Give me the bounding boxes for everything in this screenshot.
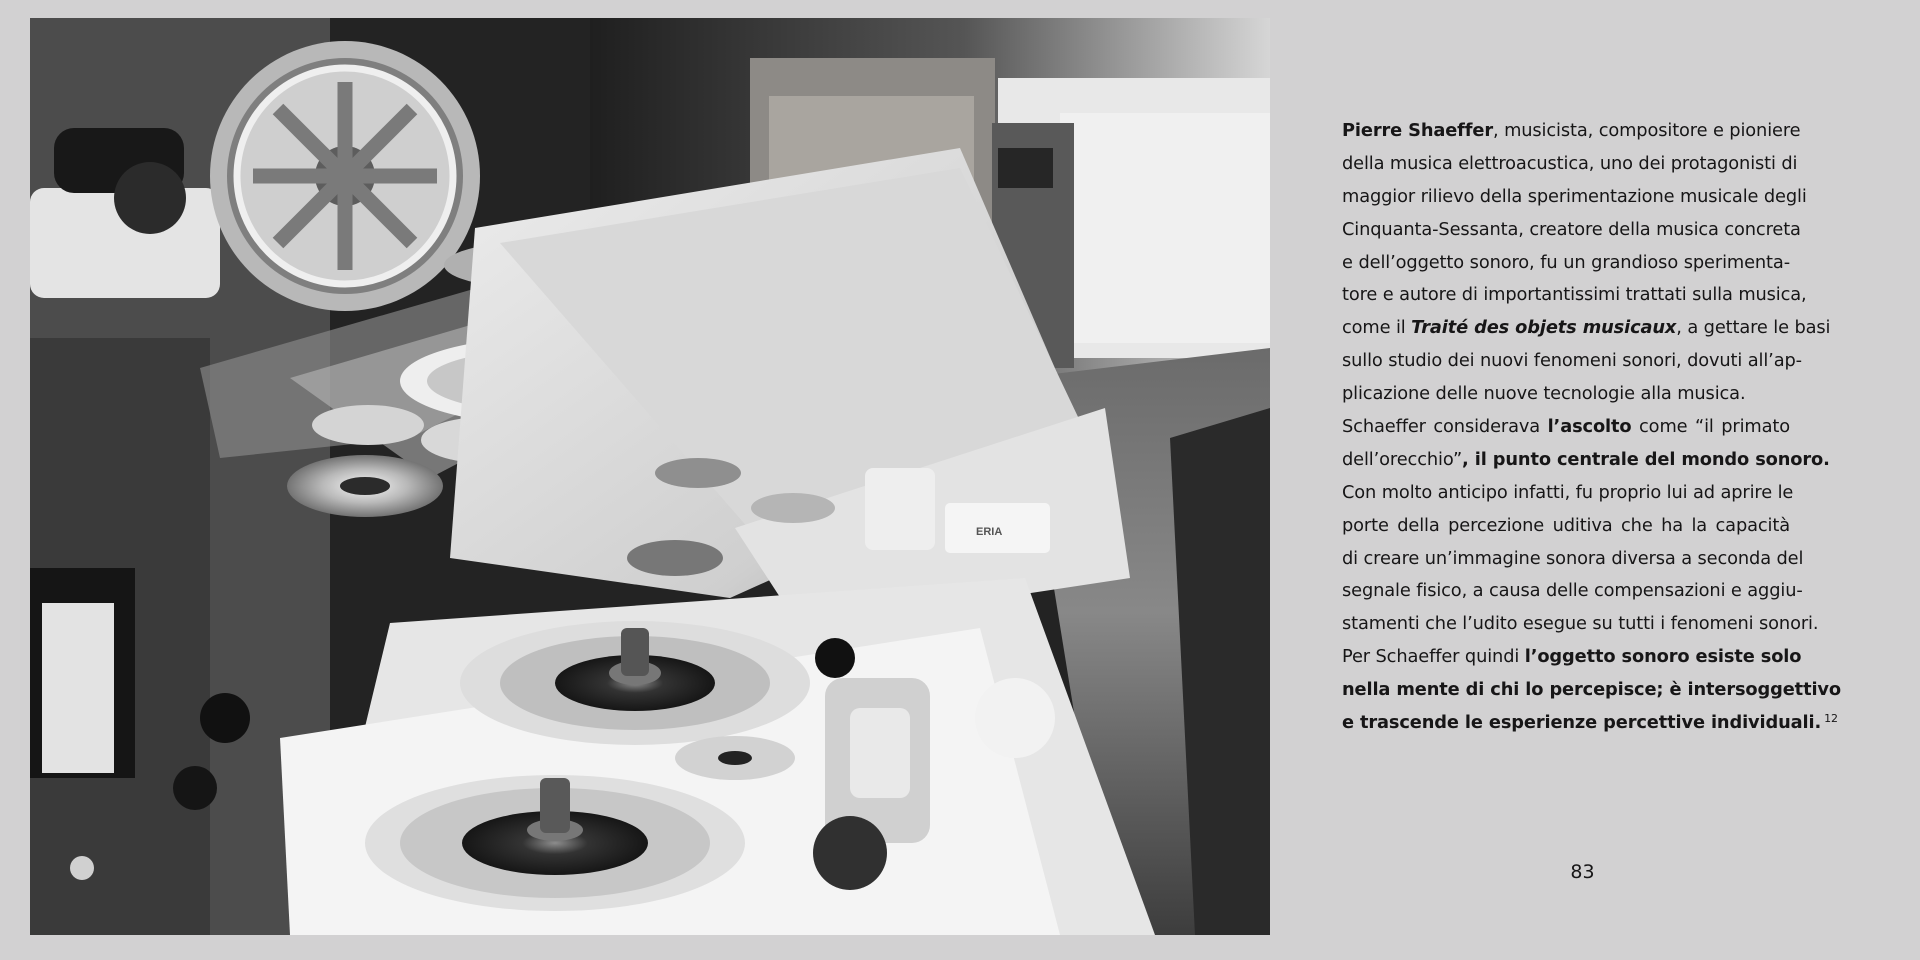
central-point-emphasis: , il punto centrale del mondo sonoro. <box>1462 448 1830 470</box>
paragraph-line-13: porte della percezione uditiva che ha la capacità <box>1342 514 1790 536</box>
line-7-end: , a gettare le basi <box>1676 317 1831 339</box>
author-name: Pierre Shaeffer <box>1342 120 1493 141</box>
paragraph-line-12: Con molto anticipo infatti, fu proprio lui ad aprire le <box>1342 481 1794 503</box>
line-11-start: dell’orecchio” <box>1342 448 1463 470</box>
paragraph-line-2: della musica elettroacustica, uno dei protagonisti di <box>1342 152 1798 174</box>
line-1-rest: , musicista, compositore e pioniere <box>1493 120 1801 141</box>
book-title: Traité des objets musicaux <box>1411 317 1677 339</box>
paragraph-line-16: stamenti che l’udito esegue su tutti i fenomeni sonori. <box>1342 613 1819 635</box>
paragraph-line-10 <box>1342 411 1790 444</box>
final-emphasis: e trascende le esperienze percettive individuali. <box>1342 712 1822 734</box>
listening-emphasis: l’ascolto <box>1547 416 1632 438</box>
paragraph-line-11 <box>1342 444 1830 477</box>
line-17-start: Per Schaeffer quindi <box>1342 646 1525 668</box>
body-text <box>1342 115 1841 745</box>
paragraph-line-4: Cinquanta-Sessanta, creatore della musica concreta <box>1342 218 1801 240</box>
paragraph-line-17 <box>1342 641 1802 674</box>
paragraph-line-6: tore e autore di importantissimi trattati sulla musica, <box>1342 284 1807 306</box>
sound-object-emphasis: l’oggetto sonoro esiste solo <box>1524 646 1802 668</box>
paragraph-line-18: nella mente di chi lo percepisce; è intersoggettivo <box>1342 679 1841 701</box>
paragraph-line-8: sullo studio dei nuovi fenomeni sonori, dovuti all’ap- <box>1342 350 1802 372</box>
studio-photograph <box>30 18 1270 935</box>
page-number: 83 <box>1570 861 1595 883</box>
paragraph-line-7 <box>1342 312 1831 345</box>
line-7-start: come il <box>1342 317 1412 339</box>
paragraph-line-3: maggior rilievo della sperimentazione musicale degli <box>1342 185 1807 207</box>
paragraph-line-19 <box>1342 707 1838 740</box>
line-10-end: come “il primato <box>1631 416 1791 438</box>
paragraph-line-1 <box>1342 115 1801 148</box>
paragraph-line-15: segnale fisico, a causa delle compensazioni e aggiu- <box>1342 580 1803 602</box>
line-10-start: Schaeffer considerava <box>1342 416 1548 438</box>
paragraph-line-5: e dell’oggetto sonoro, fu un grandioso sperimenta- <box>1342 251 1790 273</box>
studio-photo-illustration <box>30 18 1270 935</box>
footnote-marker: 12 <box>1824 712 1838 726</box>
film-reel-illustration <box>210 41 480 311</box>
equipment-label-text: ERIA <box>976 526 1003 538</box>
paragraph-line-9: plicazione delle nuove tecnologie alla musica. <box>1342 383 1746 405</box>
paragraph-line-14: di creare un’immagine sonora diversa a seconda del <box>1342 547 1804 569</box>
